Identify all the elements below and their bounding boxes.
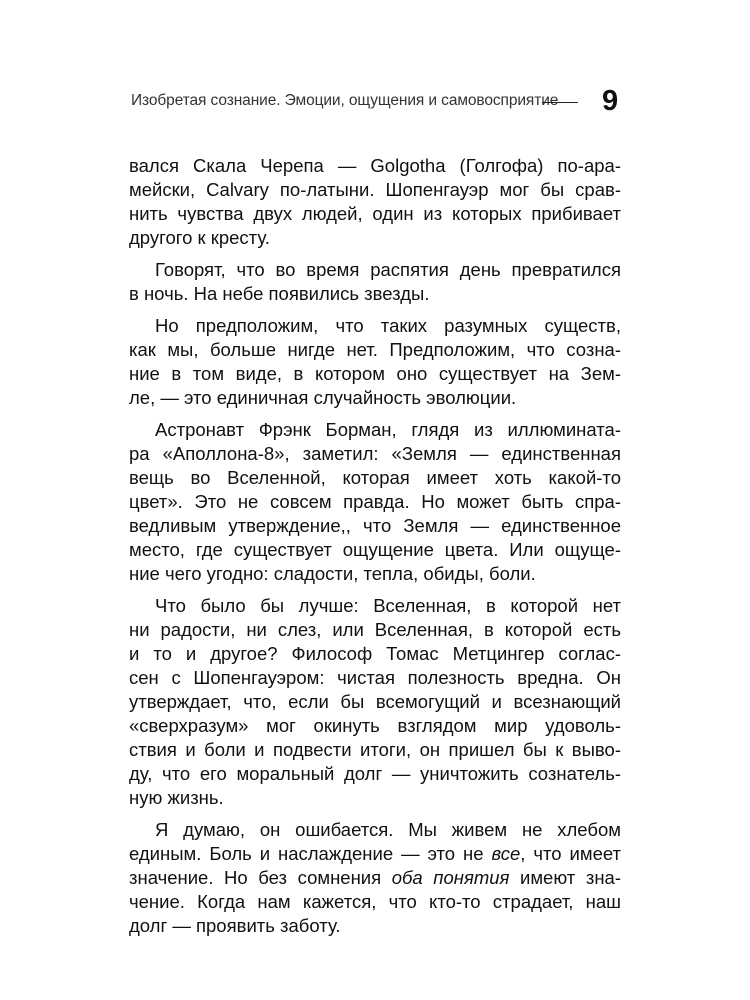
text-line: и то и другое? Философ Томас Метцингер соглас- xyxy=(129,643,621,664)
text-line: другого к кресту. xyxy=(129,227,270,248)
text-line: ни радости, ни слез, или Вселенная, в которой есть xyxy=(129,619,621,640)
body-text xyxy=(129,154,621,946)
text-line: «сверхразум» мог окинуть взглядом мир удоволь- xyxy=(129,715,621,736)
text-line: утверждает, что, если бы всемогущий и всезнающий xyxy=(129,691,621,712)
text-run: имеют зна- xyxy=(509,867,621,888)
paragraph xyxy=(129,314,621,410)
text-line: мейски, Calvary по-латыни. Шопенгауэр мог бы срав- xyxy=(129,179,621,200)
text-line: место, где существует ощущение цвета. Или ощуще- xyxy=(129,539,621,560)
text-line: цвет». Это не совсем правда. Но может быть спра- xyxy=(129,491,621,512)
text-line: вался Скала Черепа — Golgotha (Голгофа) по-ара- xyxy=(129,155,621,176)
running-title: Изобретая сознание. Эмоции, ощущения и самовосприятие xyxy=(131,92,559,109)
text-line xyxy=(129,842,621,866)
text-line: в ночь. На небе появились звезды. xyxy=(129,283,430,304)
paragraph xyxy=(129,818,621,938)
text-run: значение. Но без сомнения xyxy=(129,867,392,888)
emphasis: оба понятия xyxy=(391,867,510,888)
text-line: ра «Аполлона-8», заметил: «Земля — единственная xyxy=(129,443,621,464)
text-line: долг — проявить заботу. xyxy=(129,915,341,936)
running-head xyxy=(131,85,621,120)
paragraph xyxy=(129,418,621,586)
text-line: ле, — это единичная случайность эволюции. xyxy=(129,387,517,408)
text-line: чение. Когда нам кажется, что кто-то страдает, наш xyxy=(129,891,621,912)
text-line: сен с Шопенгауэром: чистая полезность вредна. Он xyxy=(129,667,621,688)
text-line: Говорят, что во время распятия день превратился xyxy=(155,259,621,280)
text-line xyxy=(129,866,621,890)
page-number: 9 xyxy=(602,85,619,117)
text-line: Астронавт Фрэнк Борман, глядя из иллюмината- xyxy=(155,419,621,440)
text-line: ную жизнь. xyxy=(129,787,224,808)
text-line: ствия и боли и подвести итоги, он пришел бы к выво- xyxy=(129,739,621,760)
header-rule xyxy=(542,102,578,103)
paragraph xyxy=(129,258,621,306)
text-line: ние в том виде, в котором оно существует на Зем- xyxy=(129,363,621,384)
text-line: ду, что его моральный долг — уничтожить сознатель- xyxy=(129,763,621,784)
text-line: ние чего угодно: сладости, тепла, обиды, боли. xyxy=(129,563,536,584)
text-line: нить чувства двух людей, один из которых прибивает xyxy=(129,203,621,224)
text-line: вещь во Вселенной, которая имеет хоть какой-то xyxy=(129,467,621,488)
paragraph xyxy=(129,154,621,250)
text-line: как мы, больше нигде нет. Предположим, что созна- xyxy=(129,339,621,360)
paragraph xyxy=(129,594,621,810)
text-line: Но предположим, что таких разумных существ, xyxy=(155,315,621,336)
text-run: , что имеет xyxy=(520,843,621,864)
text-run: единым. Боль и наслаждение — это не xyxy=(129,843,492,864)
text-line: Я думаю, он ошибается. Мы живем не хлебом xyxy=(155,819,621,840)
text-line: Что было бы лучше: Вселенная, в которой нет xyxy=(155,595,621,616)
text-line: ведливым утверждение,, что Земля — единственное xyxy=(129,515,621,536)
emphasis: все xyxy=(491,843,521,864)
